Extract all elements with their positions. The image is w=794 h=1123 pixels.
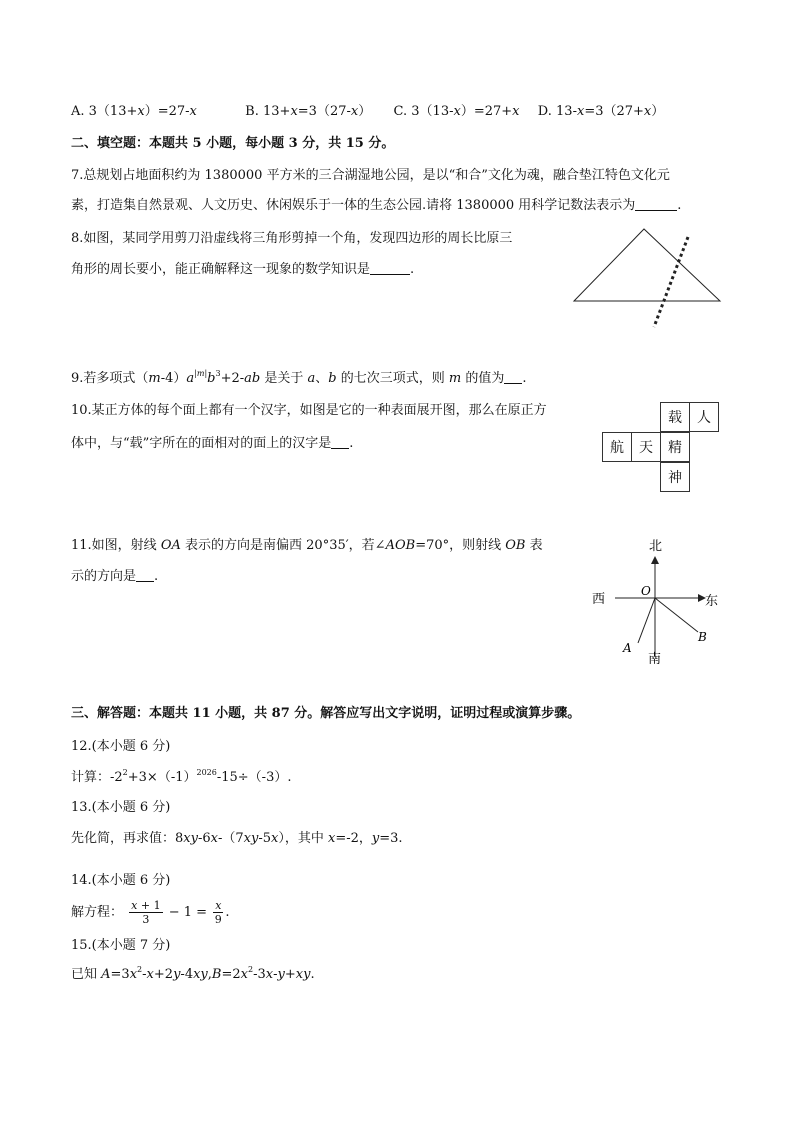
label-west: 西 (592, 592, 606, 607)
q7-line-1: 7.总规划占地面积约为 1380000 平方米的三合湖湿地公园，是以“和合”文化为魂，融合垫江特色文化元 (71, 168, 670, 183)
q15-body: 已知 $A=3x^2-x+2y-4xy,B=2x^2-3x-y+xy$. (71, 965, 315, 982)
q9-answer-blank (504, 369, 522, 384)
option-c: C. 3（13-x）=27+x (393, 104, 520, 119)
q8-answer-blank (370, 260, 410, 275)
q13-body: 先化简，再求值：8xy-6x-（7xy-5x），其中 x=-2，y=3. (71, 831, 403, 846)
label-o: O (641, 584, 651, 598)
label-b: B (698, 630, 707, 644)
option-b: B. 13+x=3（27-x） (245, 104, 372, 119)
ray-oa (638, 598, 655, 643)
q8-line-1: 8.如图，某同学用剪刀沿虚线将三角形剪掉一个角，发现四边形的周长比原三 (71, 231, 513, 246)
q11-answer-blank (136, 567, 154, 582)
cube-face-shen: 神 (660, 462, 690, 492)
option-a: A. 3（13+x）=27-x (71, 104, 197, 119)
q11-line-1: 11.如图，射线 OA 表示的方向是南偏西 20°35′，若∠AOB=70°，则射线 OB 表 (71, 538, 543, 553)
q12-body: 计算：$-2^2+3\times(-1)^{2026}-15\div(-3)$. (71, 768, 292, 785)
label-south: 南 (648, 652, 662, 667)
q10-line-1: 10.某正方体的每个面上都有一个汉字，如图是它的一种表面展开图，那么在原正方 (71, 403, 547, 418)
q14-body: 解方程： $\frac{x + 1}{3}$ − 1 = $\frac{x}{9}$ . (71, 899, 230, 926)
q8-line-2: 角形的周长要小，能正确解释这一现象的数学知识是 . (71, 262, 415, 277)
q10-answer-blank (331, 434, 349, 449)
triangle (574, 229, 720, 301)
q11-line-2: 示的方向是 . (71, 569, 159, 584)
cube-face-tian: 天 (631, 432, 661, 462)
q13-title: 13.(本小题 6 分) (71, 800, 171, 815)
q7-answer-blank (635, 196, 677, 211)
q14-title: 14.(本小题 6 分) (71, 873, 171, 888)
option-d: D. 13-x=3（27+x） (537, 104, 665, 119)
q6-options (71, 102, 664, 122)
cube-face-jing: 精 (660, 432, 690, 462)
cube-face-ren: 人 (689, 402, 719, 432)
section-3-heading: 三、解答题：本题共 11 小题，共 87 分。解答应写出文字说明，证明过程或演算步骤。 (71, 706, 581, 721)
cut-dashed-line (654, 237, 688, 327)
fraction-right: $\frac{x}{9}$ (214, 899, 222, 926)
fraction-left: $\frac{x + 1}{3}$ (131, 899, 161, 926)
ray-ob (655, 598, 698, 632)
label-east: 东 (705, 594, 719, 609)
cube-face-zai: 载 (660, 402, 690, 432)
q10-line-2: 体中，与“载”字所在的面相对的面上的汉字是 . (71, 436, 354, 451)
label-north: 北 (649, 539, 663, 554)
cube-face-hang: 航 (602, 432, 632, 462)
q12-title: 12.(本小题 6 分) (71, 739, 171, 754)
compass-figure (585, 535, 725, 670)
q9-line: 9.若多项式$(m-4)a^{|m|}b^3+2-ab$ 是关于 a、b 的七次三项式，则 m 的值为 . (71, 369, 527, 386)
q7-line-2: 素，打造集自然景观、人文历史、休闲娱乐于一体的生态公园.请将 1380000 用科学记数法表示为 . (71, 198, 682, 213)
q8-triangle-figure (570, 225, 725, 330)
section-2-heading: 二、填空题：本题共 5 小题，每小题 3 分，共 15 分。 (71, 136, 395, 151)
cube-net-figure (597, 402, 722, 494)
label-a: A (623, 641, 632, 655)
q15-title: 15.(本小题 7 分) (71, 938, 171, 953)
